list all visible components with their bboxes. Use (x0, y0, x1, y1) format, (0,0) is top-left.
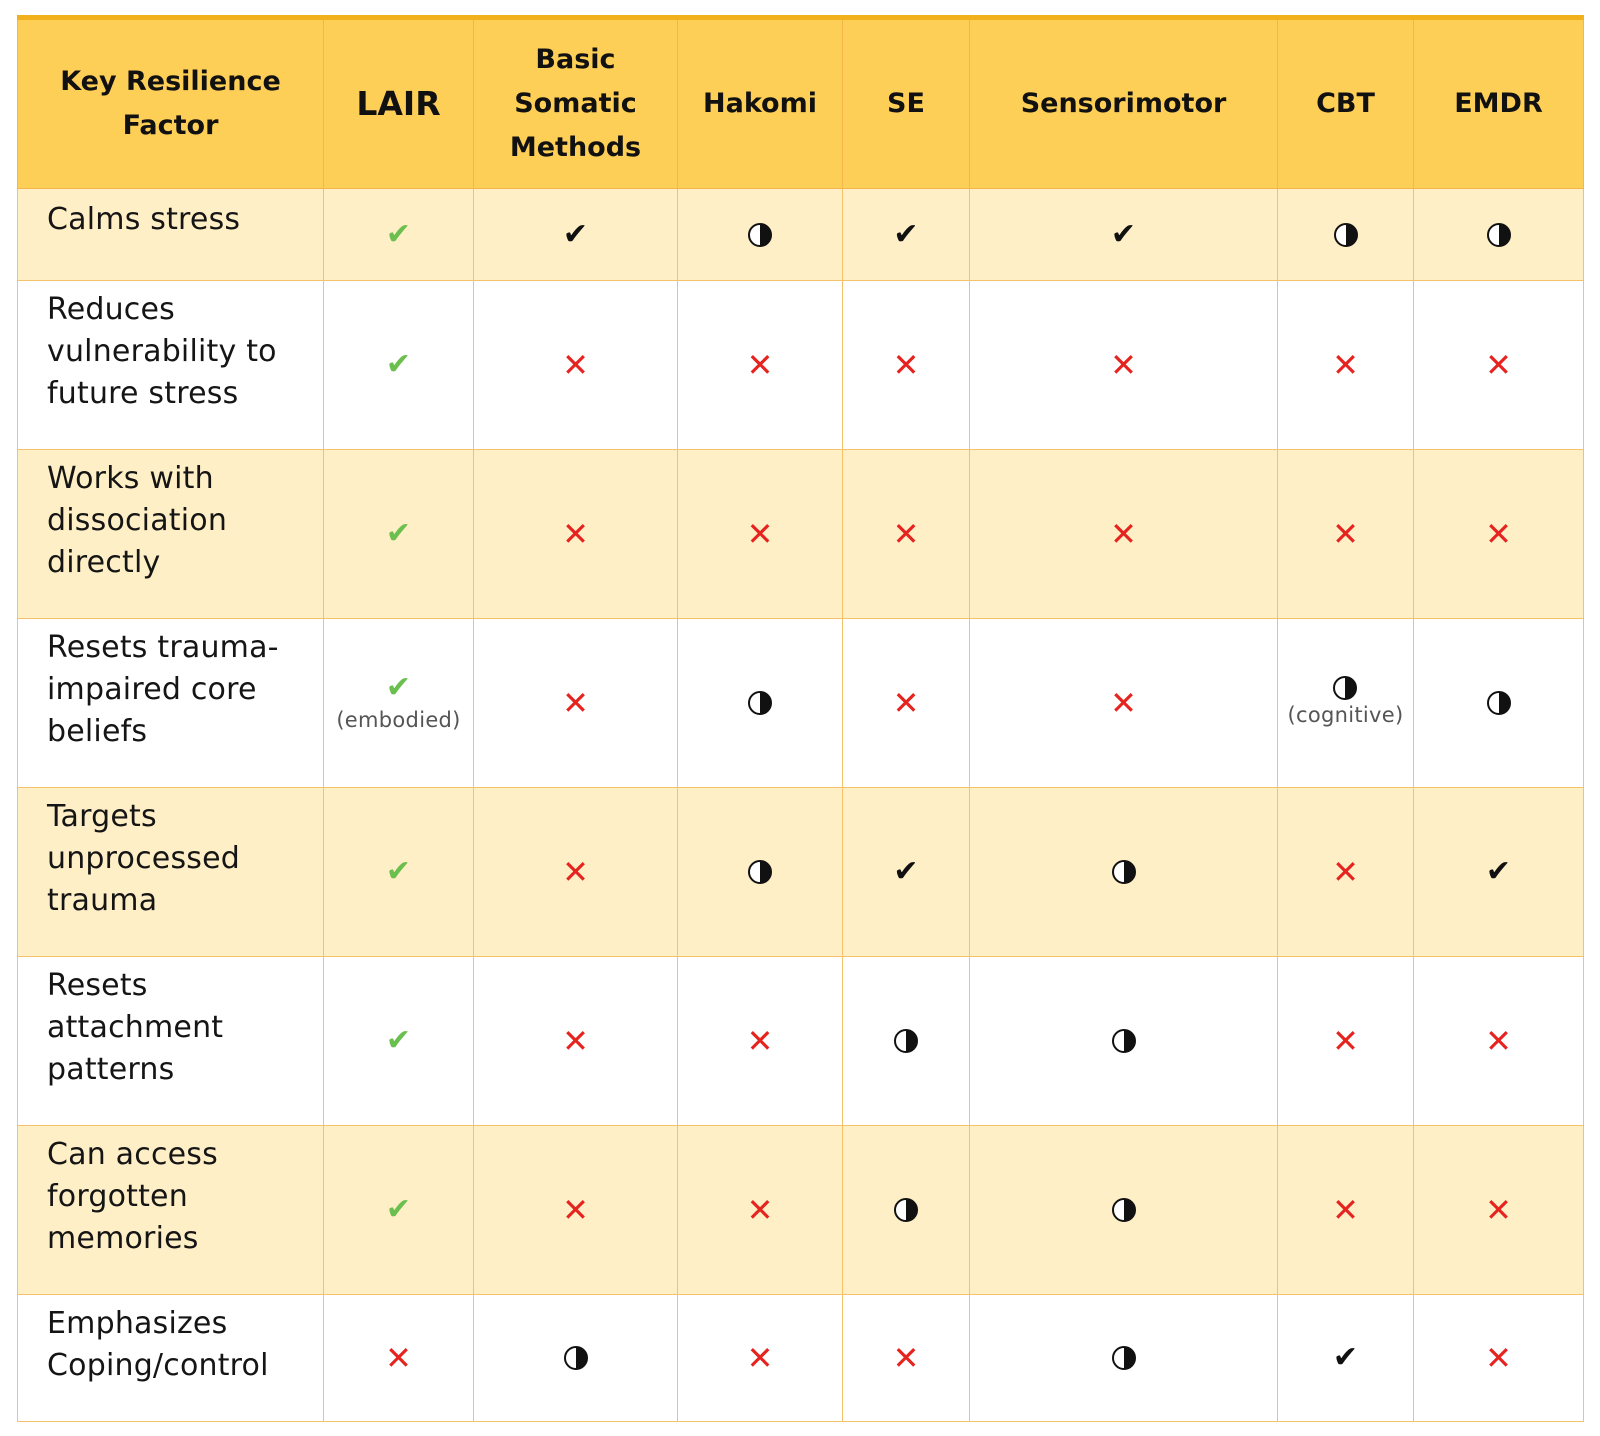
green-check-icon: ✔ (385, 670, 412, 705)
rating-cell (324, 788, 474, 957)
rating-stack (1112, 860, 1136, 884)
rating-stack (747, 517, 774, 551)
rating-stack (386, 517, 411, 551)
rating-stack (893, 1341, 920, 1375)
black-check-icon: ✔ (893, 854, 919, 889)
rating-stack (386, 1193, 411, 1227)
rating-stack (1332, 1193, 1359, 1227)
factor-label: Can access forgotten memories (18, 1126, 324, 1295)
rating-cell (474, 788, 678, 957)
rating-cell (843, 450, 970, 619)
rating-stack (1485, 1341, 1512, 1375)
half-circle-icon (1112, 1346, 1136, 1370)
rating-cell (1278, 1295, 1414, 1422)
rating-cell (843, 281, 970, 450)
factor-label: Emphasizes Coping/control (18, 1295, 324, 1422)
factor-label: Resets trauma-impaired core beliefs (18, 619, 324, 788)
half-circle-icon (894, 1198, 918, 1222)
rating-cell (1278, 281, 1414, 450)
rating-stack (1110, 348, 1137, 382)
red-cross-icon: ✕ (562, 684, 589, 722)
rating-stack (1111, 218, 1136, 252)
rating-cell (1414, 1126, 1584, 1295)
rating-cell (678, 281, 843, 450)
column-header-emdr: EMDR (1414, 18, 1584, 189)
half-circle-icon (1487, 691, 1511, 715)
rating-cell (1278, 619, 1414, 788)
red-cross-icon: ✕ (746, 1191, 774, 1229)
rating-stack (893, 517, 920, 551)
rating-cell (1278, 788, 1414, 957)
factor-label: Calms stress (18, 189, 324, 281)
table-row (18, 281, 1584, 450)
column-header-basic-somatic: Basic Somatic Methods (474, 18, 678, 189)
factor-label: Targets unprocessed trauma (18, 788, 324, 957)
half-circle-icon (748, 860, 772, 884)
rating-stack (386, 348, 411, 382)
red-cross-icon: ✕ (1332, 346, 1359, 384)
rating-cell (324, 281, 474, 450)
red-cross-icon: ✕ (746, 515, 774, 553)
rating-cell (970, 788, 1278, 957)
red-cross-icon: ✕ (1485, 515, 1512, 553)
table-row (18, 189, 1584, 281)
rating-stack (748, 223, 772, 247)
resilience-comparison-table (17, 15, 1584, 1422)
rating-cell (324, 619, 474, 788)
rating-cell (970, 450, 1278, 619)
rating-stack (1110, 686, 1137, 720)
rating-cell (843, 1126, 970, 1295)
table-body (18, 189, 1584, 1422)
header-row (18, 18, 1584, 189)
rating-cell (1414, 189, 1584, 281)
red-cross-icon: ✕ (1110, 515, 1137, 553)
red-cross-icon: ✕ (562, 515, 589, 553)
rating-cell (474, 450, 678, 619)
red-cross-icon: ✕ (892, 346, 920, 384)
rating-stack (893, 218, 918, 252)
red-cross-icon: ✕ (1332, 1191, 1359, 1229)
red-cross-icon: ✕ (746, 1022, 774, 1060)
rating-stack (894, 1029, 918, 1053)
rating-stack (1485, 348, 1512, 382)
rating-cell (474, 1126, 678, 1295)
red-cross-icon: ✕ (892, 684, 920, 722)
green-check-icon: ✔ (385, 216, 412, 252)
column-header-lair: LAIR (324, 18, 474, 189)
rating-stack (748, 691, 772, 715)
rating-cell (1414, 281, 1584, 450)
black-check-icon: ✔ (1332, 1340, 1359, 1375)
rating-cell (678, 957, 843, 1126)
rating-stack (562, 1193, 589, 1227)
rating-stack (1334, 223, 1358, 247)
rating-stack (1333, 1341, 1358, 1375)
rating-stack (562, 686, 589, 720)
red-cross-icon: ✕ (1110, 684, 1137, 722)
rating-stack (893, 686, 920, 720)
rating-stack (1110, 517, 1137, 551)
red-cross-icon: ✕ (1485, 1191, 1512, 1229)
rating-cell (843, 788, 970, 957)
green-check-icon: ✔ (385, 1023, 412, 1058)
rating-stack (748, 860, 772, 884)
half-circle-icon (748, 223, 772, 247)
rating-cell (1414, 957, 1584, 1126)
rating-stack (1112, 1198, 1136, 1222)
rating-cell (324, 957, 474, 1126)
red-cross-icon: ✕ (1485, 346, 1512, 384)
rating-cell (1414, 1295, 1584, 1422)
rating-cell (970, 1126, 1278, 1295)
green-check-icon: ✔ (385, 347, 412, 382)
column-header-cbt: CBT (1278, 18, 1414, 189)
half-circle-icon (1333, 676, 1357, 700)
rating-stack (893, 348, 920, 382)
rating-cell (1414, 450, 1584, 619)
rating-stack (385, 1341, 412, 1375)
half-circle-icon (1112, 1029, 1136, 1053)
red-cross-icon: ✕ (1485, 1022, 1512, 1060)
rating-cell (324, 1295, 474, 1422)
table-row (18, 1295, 1584, 1422)
rating-stack (1112, 1029, 1136, 1053)
red-cross-icon: ✕ (1332, 853, 1359, 891)
rating-stack (894, 1198, 918, 1222)
factor-label: Works with dissociation directly (18, 450, 324, 619)
rating-cell (843, 619, 970, 788)
rating-cell (324, 1126, 474, 1295)
rating-cell (474, 281, 678, 450)
rating-cell (1414, 619, 1584, 788)
red-cross-icon: ✕ (892, 515, 920, 553)
rating-cell (678, 1295, 843, 1422)
rating-stack (1332, 517, 1359, 551)
rating-stack (747, 348, 774, 382)
red-cross-icon: ✕ (385, 1339, 412, 1377)
rating-stack (1487, 691, 1511, 715)
half-circle-icon (1112, 860, 1136, 884)
half-circle-icon (1334, 223, 1358, 247)
table-row (18, 957, 1584, 1126)
column-header-key-factor: Key Resilience Factor (18, 18, 324, 189)
rating-cell (324, 450, 474, 619)
black-check-icon: ✔ (1110, 216, 1137, 252)
column-header-se: SE (843, 18, 970, 189)
red-cross-icon: ✕ (562, 1022, 589, 1060)
rating-stack (1332, 348, 1359, 382)
half-circle-icon (1112, 1198, 1136, 1222)
rating-stack (1487, 223, 1511, 247)
red-cross-icon: ✕ (562, 1191, 589, 1229)
rating-stack (386, 855, 411, 889)
rating-cell (1278, 957, 1414, 1126)
factor-label: Resets attachment patterns (18, 957, 324, 1126)
rating-cell (678, 788, 843, 957)
rating-stack (386, 218, 411, 252)
rating-cell (678, 619, 843, 788)
rating-note: (cognitive) (1287, 703, 1404, 727)
rating-stack (1486, 855, 1511, 889)
black-check-icon: ✔ (893, 216, 919, 252)
rating-cell (474, 957, 678, 1126)
red-cross-icon: ✕ (1332, 1022, 1359, 1060)
rating-cell (1278, 450, 1414, 619)
rating-stack (747, 1193, 774, 1227)
rating-cell (970, 1295, 1278, 1422)
rating-cell (970, 189, 1278, 281)
rating-stack (562, 517, 589, 551)
rating-cell (970, 281, 1278, 450)
rating-stack (562, 855, 589, 889)
table-row (18, 788, 1584, 957)
rating-stack (564, 1346, 588, 1370)
rating-stack (893, 855, 918, 889)
rating-cell (474, 1295, 678, 1422)
rating-stack (336, 671, 460, 735)
rating-stack (386, 1024, 411, 1058)
rating-cell (1414, 788, 1584, 957)
table-row (18, 619, 1584, 788)
rating-cell (843, 1295, 970, 1422)
rating-cell (843, 957, 970, 1126)
rating-cell (324, 189, 474, 281)
green-check-icon: ✔ (385, 516, 412, 551)
red-cross-icon: ✕ (892, 1339, 920, 1377)
rating-cell (474, 619, 678, 788)
rating-cell (1278, 189, 1414, 281)
half-circle-icon (894, 1029, 918, 1053)
rating-cell (970, 957, 1278, 1126)
red-cross-icon: ✕ (746, 1339, 774, 1377)
rating-cell (1278, 1126, 1414, 1295)
rating-cell (474, 189, 678, 281)
rating-stack (1485, 517, 1512, 551)
table-row (18, 1126, 1584, 1295)
black-check-icon: ✔ (1485, 854, 1512, 889)
green-check-icon: ✔ (385, 854, 412, 889)
column-header-sensorimotor: Sensorimotor (970, 18, 1278, 189)
rating-stack (1112, 1346, 1136, 1370)
red-cross-icon: ✕ (746, 346, 774, 384)
rating-cell (678, 189, 843, 281)
table-header (18, 18, 1584, 189)
half-circle-icon (564, 1346, 588, 1370)
column-header-hakomi: Hakomi (678, 18, 843, 189)
rating-stack (563, 218, 588, 252)
rating-stack (1485, 1024, 1512, 1058)
rating-stack (562, 1024, 589, 1058)
half-circle-icon (748, 691, 772, 715)
rating-cell (843, 189, 970, 281)
half-circle-icon (1487, 223, 1511, 247)
rating-stack (1332, 1024, 1359, 1058)
red-cross-icon: ✕ (562, 346, 589, 384)
rating-stack (1485, 1193, 1512, 1227)
red-cross-icon: ✕ (1485, 1339, 1512, 1377)
black-check-icon: ✔ (562, 216, 589, 252)
rating-stack (1332, 855, 1359, 889)
rating-cell (678, 450, 843, 619)
green-check-icon: ✔ (385, 1192, 412, 1227)
rating-note: (embodied) (336, 708, 461, 732)
rating-stack (562, 348, 589, 382)
rating-cell (970, 619, 1278, 788)
table-row (18, 450, 1584, 619)
red-cross-icon: ✕ (1332, 515, 1359, 553)
factor-label: Reduces vulnerability to future stress (18, 281, 324, 450)
rating-stack (747, 1341, 774, 1375)
red-cross-icon: ✕ (562, 853, 589, 891)
red-cross-icon: ✕ (1110, 346, 1137, 384)
rating-stack (1288, 676, 1404, 730)
rating-stack (747, 1024, 774, 1058)
rating-cell (678, 1126, 843, 1295)
